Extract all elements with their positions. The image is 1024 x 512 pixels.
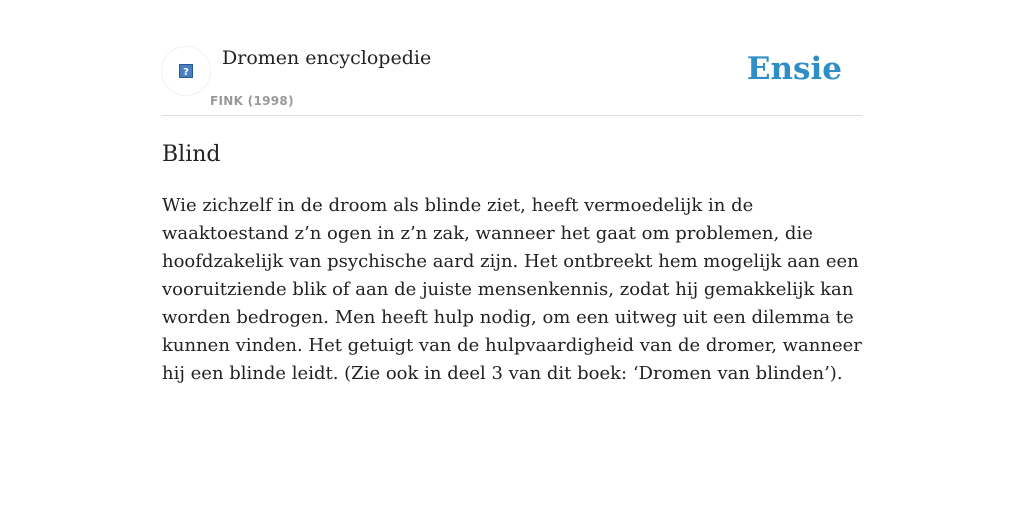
- ensie-logo[interactable]: Ensie: [746, 51, 842, 87]
- entry-title: Blind: [162, 142, 221, 167]
- page: [162, 0, 862, 512]
- question-mark-placeholder-icon: [179, 64, 193, 78]
- source-title[interactable]: Dromen encyclopedie: [222, 47, 432, 69]
- svg-text:?: ?: [183, 67, 189, 78]
- book-cover[interactable]: [162, 47, 210, 95]
- source-author: FINK (1998): [210, 94, 294, 108]
- source-header: [162, 0, 862, 116]
- entry-body: Wie zichzelf in de droom als blinde ziet, heeft vermoedelijk in de waaktoestand z’n ogen in z’n zak, wanneer het gaat om problemen, die hoofdzakelijk van psychische aard zijn. Het ontbreekt hem mogelijk aan een vooruitziende blik of aan de juiste mensenkennis, zodat hij gemakkelijk kan worden bedrogen. Men heeft hulp nodig, om een uitweg uit een dilemma te kunnen vinden. Het getuigt van de hulpvaardigheid van de dromer, wanneer hij een blinde leidt. (Zie ook in deel 3 van dit boek: ‘Dromen van blinden’).: [162, 195, 862, 384]
